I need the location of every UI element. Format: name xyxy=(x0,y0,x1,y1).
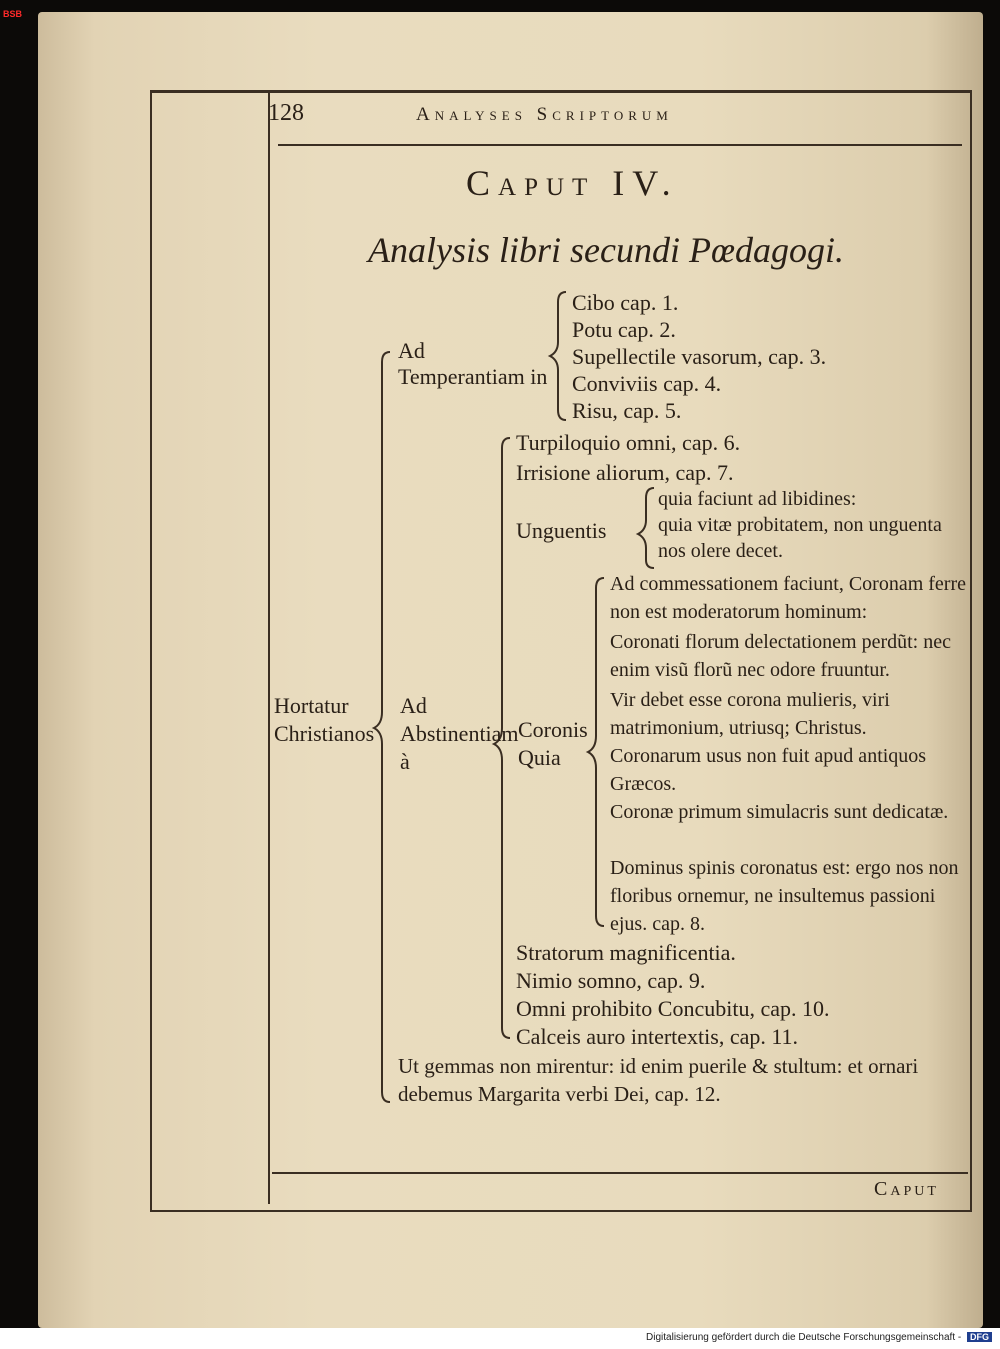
coronis-reason: Coronarum usus non fuit apud antiquos Græcos. xyxy=(610,745,927,795)
root-label xyxy=(274,692,374,748)
bracket-unguentis xyxy=(638,488,654,568)
abstinentia-item: Nimio somno, cap. 9. xyxy=(516,968,706,993)
bracket-temperantia xyxy=(550,292,566,420)
abstinentia-text: Ad Abstinentiam à xyxy=(400,693,519,774)
footer-credit-text: Digitalisierung gefördert durch die Deutsche Forschungsgemeinschaft - xyxy=(646,1332,962,1343)
temperantia-label xyxy=(398,338,548,390)
coronis-text: Coronis Quia xyxy=(518,717,588,770)
abstinentia-item: Stratorum magnificentia. xyxy=(516,940,736,965)
unguentis-reason: quia vitæ probitatem, non unguenta nos olere decet. xyxy=(658,514,942,562)
bracket-root xyxy=(374,352,390,1102)
gemmas-entry: Ut gemmas non mirentur: id enim puerile & stultum: et ornari debemus Margarita verbi Dei, cap. 12. xyxy=(398,1054,919,1106)
temperantia-item: Risu, cap. 5. xyxy=(572,398,682,423)
unguentis-label: Unguentis xyxy=(516,518,607,543)
temperantia-item: Potu cap. 2. xyxy=(572,317,676,342)
abstinentia-item: Irrisione aliorum, cap. 7. xyxy=(516,460,734,485)
coronis-reason: Coronati florum delectationem perdũt: nec enim visũ florũ nec odore fruuntur. xyxy=(610,631,951,681)
bsb-corner-label: BSB xyxy=(3,9,23,19)
book-page xyxy=(38,12,983,1328)
abstinentia-item: Omni prohibito Concubitu, cap. 10. xyxy=(516,996,830,1021)
chapter-title: Caput IV. xyxy=(466,163,679,203)
catchword: Caput xyxy=(874,1178,939,1200)
footer-bar xyxy=(0,1328,1000,1349)
coronis-reason: Dominus spinis coronatus est: ergo nos non floribus ornemur, ne insultemus passioni ejus. cap. 8. xyxy=(610,857,959,935)
abstinentia-item: Turpiloquio omni, cap. 6. xyxy=(516,430,741,455)
unguentis-reason: quia faciunt ad libidines: xyxy=(658,488,857,510)
footer-credit xyxy=(646,1332,992,1343)
running-head-title: Analyses Scriptorum xyxy=(416,104,673,125)
dfg-logo: DFG xyxy=(967,1332,992,1342)
page-number: 128 xyxy=(268,100,304,126)
coronis-reason: Coronæ primum simulacris sunt dedicatæ. xyxy=(610,801,949,823)
temperantia-item: Cibo cap. 1. xyxy=(572,290,679,315)
temperantia-item: Supellectile vasorum, cap. 3. xyxy=(572,344,827,369)
temperantia-item: Conviviis cap. 4. xyxy=(572,371,722,396)
bracket-coronis xyxy=(588,578,604,926)
abstinentia-item: Calceis auro intertextis, cap. 11. xyxy=(516,1024,799,1049)
coronis-reason: Ad commessationem faciunt, Coronam ferre non est moderatorum hominum: xyxy=(610,573,966,623)
abstinentia-label xyxy=(400,692,519,776)
coronis-reason: Vir debet esse corona mulieris, viri matrimonium, utriusq; Christus. xyxy=(610,689,890,739)
root-text: Hortatur Christianos xyxy=(274,693,375,746)
temperantia-text: Ad Temperantiam in xyxy=(398,338,548,389)
section-subtitle: Analysis libri secundi Pœdagogi. xyxy=(368,230,844,270)
coronis-label xyxy=(518,716,590,772)
